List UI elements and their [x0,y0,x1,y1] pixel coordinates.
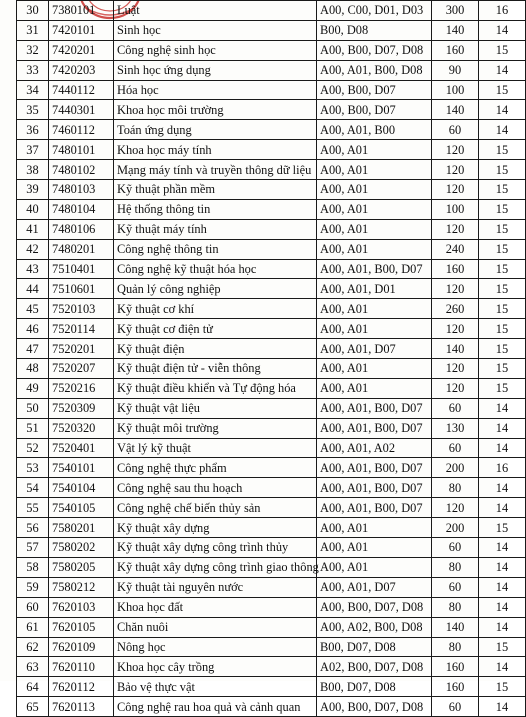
cell-quota: 100 [432,199,479,219]
cell-order-number: 57 [17,538,49,558]
cell-major-name: Kỹ thuật xây dựng công trình thủy [114,538,317,558]
cell-major-name: Khoa học đất [114,597,317,617]
cell-minimum-score: 15 [479,279,526,299]
cell-quota: 100 [432,80,479,100]
cell-quota: 120 [432,140,479,160]
cell-quota: 60 [432,577,479,597]
cell-major-name: Kỹ thuật phần mềm [114,180,317,200]
cell-order-number: 56 [17,518,49,538]
cell-major-code: 7480106 [49,219,114,239]
cell-major-code: 7420201 [49,40,114,60]
table-row [17,677,526,697]
cell-minimum-score: 15 [479,518,526,538]
cell-major-name: Kỹ thuật xây dựng công trình giao thông [114,557,317,577]
cell-major-code: 7540101 [49,458,114,478]
cell-order-number: 50 [17,398,49,418]
cell-subject-combinations: A00, A01 [317,180,432,200]
table-row [17,199,526,219]
cell-order-number: 51 [17,418,49,438]
cell-quota: 160 [432,259,479,279]
cell-major-code: 7620109 [49,637,114,657]
cell-order-number: 34 [17,80,49,100]
cell-quota: 140 [432,339,479,359]
table-row [17,219,526,239]
cell-order-number: 53 [17,458,49,478]
cell-order-number: 47 [17,339,49,359]
cell-subject-combinations: A00, A01, B00, D07 [317,458,432,478]
cell-minimum-score: 14 [479,557,526,577]
cell-minimum-score: 15 [479,199,526,219]
cell-minimum-score: 14 [479,697,526,717]
cell-major-name: Luật [114,1,317,21]
cell-major-code: 7480102 [49,160,114,180]
cell-major-code: 7510601 [49,279,114,299]
cell-order-number: 64 [17,677,49,697]
cell-minimum-score: 15 [479,359,526,379]
cell-major-code: 7440301 [49,100,114,120]
cell-major-name: Kỹ thuật cơ khí [114,299,317,319]
cell-major-name: Vật lý kỹ thuật [114,438,317,458]
cell-subject-combinations: A00, B00, D07, D08 [317,597,432,617]
cell-major-code: 7520103 [49,299,114,319]
cell-quota: 300 [432,1,479,21]
cell-minimum-score: 14 [479,438,526,458]
cell-subject-combinations: A00, A01 [317,319,432,339]
cell-order-number: 43 [17,259,49,279]
table-row [17,378,526,398]
cell-quota: 120 [432,498,479,518]
cell-major-code: 7380101 [49,1,114,21]
cell-subject-combinations: A00, A01 [317,359,432,379]
cell-major-name: Nông học [114,637,317,657]
cell-order-number: 63 [17,657,49,677]
cell-subject-combinations: A00, C00, D01, D03 [317,1,432,21]
cell-major-name: Công nghệ sau thu hoạch [114,478,317,498]
table-row [17,637,526,657]
cell-quota: 200 [432,518,479,538]
cell-subject-combinations: A02, B00, D07, D08 [317,657,432,677]
table-row [17,518,526,538]
cell-order-number: 49 [17,378,49,398]
cell-subject-combinations: A00, A01, B00, D08 [317,60,432,80]
table-row [17,597,526,617]
cell-minimum-score: 16 [479,458,526,478]
cell-minimum-score: 15 [479,239,526,259]
cell-minimum-score: 15 [479,339,526,359]
cell-subject-combinations: A00, B00, D07, D08 [317,697,432,717]
cell-major-name: Khoa học máy tính [114,140,317,160]
cell-minimum-score: 14 [479,398,526,418]
cell-major-name: Sinh học [114,20,317,40]
cell-order-number: 55 [17,498,49,518]
cell-major-code: 7580202 [49,538,114,558]
table-row [17,458,526,478]
cell-major-code: 7580201 [49,518,114,538]
cell-subject-combinations: A00, A01, A02 [317,438,432,458]
cell-quota: 80 [432,597,479,617]
cell-minimum-score: 15 [479,378,526,398]
cell-major-code: 7580212 [49,577,114,597]
cell-quota: 120 [432,279,479,299]
cell-minimum-score: 14 [479,577,526,597]
cell-major-name: Kỹ thuật cơ điện tử [114,319,317,339]
cell-subject-combinations: A00, A01, B00, D07 [317,259,432,279]
cell-major-name: Quản lý công nghiệp [114,279,317,299]
cell-major-code: 7510401 [49,259,114,279]
cell-quota: 130 [432,418,479,438]
cell-subject-combinations: A00, A01, D07 [317,577,432,597]
cell-quota: 60 [432,538,479,558]
table-row [17,398,526,418]
cell-major-code: 7480201 [49,239,114,259]
cell-minimum-score: 15 [479,180,526,200]
cell-minimum-score: 15 [479,219,526,239]
table-row [17,438,526,458]
table-row [17,1,526,21]
cell-quota: 60 [432,697,479,717]
cell-subject-combinations: A00, B00, D07 [317,100,432,120]
cell-major-name: Khoa học cây trồng [114,657,317,677]
table-row [17,80,526,100]
cell-quota: 80 [432,557,479,577]
table-row [17,657,526,677]
cell-major-name: Kỹ thuật môi trường [114,418,317,438]
table-row [17,557,526,577]
table-row [17,418,526,438]
cell-order-number: 35 [17,100,49,120]
cell-major-code: 7520320 [49,418,114,438]
cell-major-name: Công nghệ kỹ thuật hóa học [114,259,317,279]
cell-quota: 160 [432,677,479,697]
cell-order-number: 41 [17,219,49,239]
cell-minimum-score: 14 [479,478,526,498]
cell-order-number: 42 [17,239,49,259]
cell-minimum-score: 15 [479,259,526,279]
cell-quota: 160 [432,657,479,677]
cell-major-code: 7420101 [49,20,114,40]
cell-order-number: 45 [17,299,49,319]
cell-quota: 120 [432,180,479,200]
cell-subject-combinations: A00, B00, D07, D08 [317,40,432,60]
cell-quota: 120 [432,160,479,180]
cell-quota: 140 [432,617,479,637]
cell-quota: 200 [432,458,479,478]
admission-majors-table [16,0,526,717]
cell-major-code: 7520401 [49,438,114,458]
table-row [17,359,526,379]
cell-minimum-score: 15 [479,677,526,697]
cell-major-code: 7540105 [49,498,114,518]
cell-major-name: Công nghệ chế biến thủy sản [114,498,317,518]
cell-quota: 60 [432,398,479,418]
cell-minimum-score: 14 [479,617,526,637]
cell-order-number: 48 [17,359,49,379]
cell-minimum-score: 14 [479,538,526,558]
table-row [17,60,526,80]
cell-major-code: 7620113 [49,697,114,717]
cell-major-name: Công nghệ rau hoa quả và cảnh quan [114,697,317,717]
cell-subject-combinations: A00, A01 [317,199,432,219]
cell-major-name: Bảo vệ thực vật [114,677,317,697]
table-row [17,577,526,597]
cell-order-number: 46 [17,319,49,339]
cell-subject-combinations: A00, A01, B00, D07 [317,478,432,498]
cell-major-name: Công nghệ sinh học [114,40,317,60]
cell-order-number: 60 [17,597,49,617]
cell-order-number: 33 [17,60,49,80]
cell-major-name: Kỹ thuật tài nguyên nước [114,577,317,597]
cell-minimum-score: 14 [479,60,526,80]
cell-minimum-score: 14 [479,498,526,518]
cell-subject-combinations: B00, D08 [317,20,432,40]
cell-major-code: 7520309 [49,398,114,418]
cell-quota: 120 [432,378,479,398]
cell-quota: 120 [432,319,479,339]
cell-major-name: Toán ứng dụng [114,120,317,140]
cell-order-number: 40 [17,199,49,219]
cell-minimum-score: 14 [479,20,526,40]
cell-quota: 80 [432,637,479,657]
cell-major-name: Công nghệ thông tin [114,239,317,259]
cell-major-code: 7460112 [49,120,114,140]
cell-major-code: 7480104 [49,199,114,219]
cell-subject-combinations: A00, A01, B00, D07 [317,498,432,518]
cell-major-code: 7520114 [49,319,114,339]
cell-minimum-score: 15 [479,160,526,180]
cell-minimum-score: 15 [479,319,526,339]
cell-minimum-score: 15 [479,299,526,319]
table-body [17,1,526,717]
cell-quota: 160 [432,40,479,60]
table-row [17,478,526,498]
table-row [17,339,526,359]
table-row [17,100,526,120]
cell-major-code: 7520201 [49,339,114,359]
cell-major-code: 7420203 [49,60,114,80]
table-row [17,140,526,160]
cell-subject-combinations: A00, A01 [317,518,432,538]
table-row [17,40,526,60]
cell-minimum-score: 14 [479,597,526,617]
cell-major-code: 7540104 [49,478,114,498]
cell-major-name: Sinh học ứng dụng [114,60,317,80]
cell-major-name: Kỹ thuật xây dựng [114,518,317,538]
cell-order-number: 37 [17,140,49,160]
table-row [17,697,526,717]
cell-major-name: Kỹ thuật điện [114,339,317,359]
cell-major-code: 7520216 [49,378,114,398]
cell-major-name: Kỹ thuật máy tính [114,219,317,239]
cell-quota: 60 [432,438,479,458]
cell-quota: 90 [432,60,479,80]
table-row [17,160,526,180]
cell-major-name: Kỹ thuật vật liệu [114,398,317,418]
cell-major-code: 7520207 [49,359,114,379]
cell-major-code: 7620112 [49,677,114,697]
cell-subject-combinations: A00, A01, B00, D07 [317,418,432,438]
cell-major-code: 7620110 [49,657,114,677]
cell-minimum-score: 16 [479,1,526,21]
table-row [17,299,526,319]
table-row [17,259,526,279]
cell-subject-combinations: A00, A01 [317,299,432,319]
table-row [17,498,526,518]
cell-major-code: 7480103 [49,180,114,200]
cell-minimum-score: 14 [479,120,526,140]
cell-subject-combinations: A00, A01, B00 [317,120,432,140]
cell-order-number: 58 [17,557,49,577]
cell-minimum-score: 15 [479,80,526,100]
cell-subject-combinations: A00, A01 [317,557,432,577]
cell-order-number: 30 [17,1,49,21]
table-row [17,617,526,637]
cell-subject-combinations: A00, A01 [317,140,432,160]
cell-subject-combinations: A00, A01 [317,239,432,259]
table-row [17,180,526,200]
cell-subject-combinations: A00, A01 [317,378,432,398]
cell-minimum-score: 14 [479,418,526,438]
cell-minimum-score: 14 [479,100,526,120]
cell-major-name: Hệ thống thông tin [114,199,317,219]
cell-major-name: Chăn nuôi [114,617,317,637]
cell-subject-combinations: A00, A01 [317,219,432,239]
table-row [17,20,526,40]
cell-quota: 240 [432,239,479,259]
cell-major-name: Kỹ thuật điện tử - viễn thông [114,359,317,379]
cell-quota: 140 [432,100,479,120]
cell-minimum-score: 15 [479,637,526,657]
cell-major-code: 7580205 [49,557,114,577]
cell-quota: 120 [432,219,479,239]
table-row [17,120,526,140]
cell-quota: 260 [432,299,479,319]
cell-subject-combinations: A00, A02, B00, D08 [317,617,432,637]
cell-quota: 80 [432,478,479,498]
cell-order-number: 61 [17,617,49,637]
cell-order-number: 52 [17,438,49,458]
cell-subject-combinations: A00, A01 [317,160,432,180]
cell-subject-combinations: B00, D07, D08 [317,677,432,697]
cell-major-name: Khoa học môi trường [114,100,317,120]
table-row [17,538,526,558]
cell-order-number: 39 [17,180,49,200]
cell-subject-combinations: A00, A01, D01 [317,279,432,299]
cell-order-number: 32 [17,40,49,60]
cell-subject-combinations: A00, A01, D07 [317,339,432,359]
cell-major-name: Mạng máy tính và truyền thông dữ liệu [114,160,317,180]
cell-subject-combinations: A00, A01, B00, D07 [317,398,432,418]
cell-quota: 120 [432,359,479,379]
cell-subject-combinations: A00, A01 [317,538,432,558]
cell-major-code: 7620105 [49,617,114,637]
cell-quota: 60 [432,120,479,140]
cell-major-code: 7480101 [49,140,114,160]
table-row [17,319,526,339]
cell-quota: 140 [432,20,479,40]
cell-order-number: 44 [17,279,49,299]
cell-order-number: 59 [17,577,49,597]
cell-order-number: 54 [17,478,49,498]
cell-subject-combinations: A00, B00, D07 [317,80,432,100]
cell-order-number: 65 [17,697,49,717]
cell-order-number: 36 [17,120,49,140]
cell-minimum-score: 14 [479,657,526,677]
cell-major-code: 7440112 [49,80,114,100]
cell-major-name: Kỹ thuật điều khiển và Tự động hóa [114,378,317,398]
cell-subject-combinations: B00, D07, D08 [317,637,432,657]
cell-order-number: 62 [17,637,49,657]
cell-major-code: 7620103 [49,597,114,617]
table-row [17,279,526,299]
table-row [17,239,526,259]
cell-major-name: Hóa học [114,80,317,100]
cell-order-number: 38 [17,160,49,180]
cell-minimum-score: 15 [479,140,526,160]
cell-minimum-score: 15 [479,40,526,60]
cell-order-number: 31 [17,20,49,40]
cell-major-name: Công nghệ thực phẩm [114,458,317,478]
